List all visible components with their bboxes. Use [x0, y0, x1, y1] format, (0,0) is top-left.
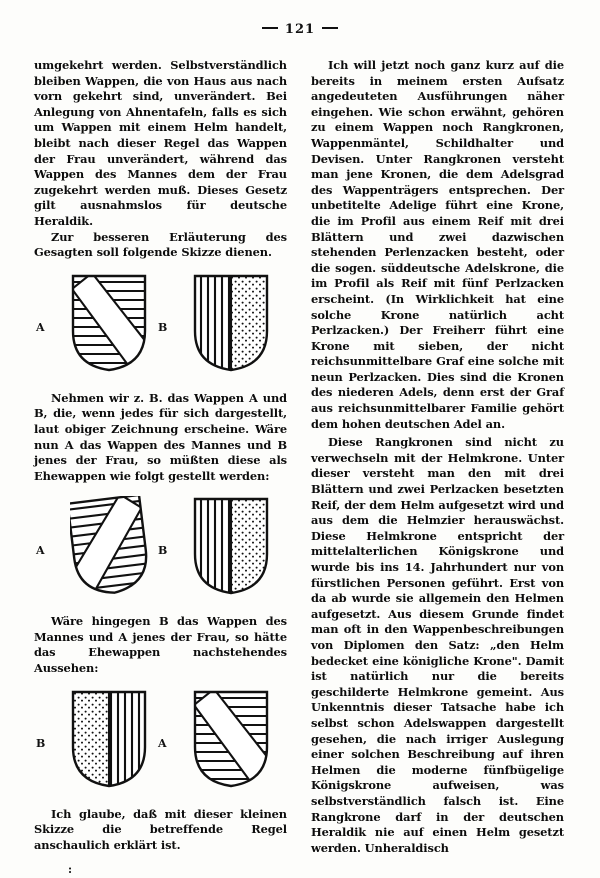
paragraph: Wäre hingegen B das Wappen des Mannes und A jenes der Frau, so hätte das Ehewappen nachstehendes Aussehen: — [34, 614, 287, 676]
shield-label-b: B — [36, 736, 46, 750]
page-folio — [0, 22, 600, 37]
folio-rule-left — [262, 27, 278, 29]
shield-label-b: B — [158, 320, 168, 334]
figure-shield-pair-2 — [34, 492, 287, 608]
shield-pale-stipple-vertical-icon — [70, 689, 148, 789]
figure-shield-pair-1 — [34, 269, 287, 385]
shield-a-upright — [48, 273, 156, 381]
shield-horizontal-hatch-bend-icon — [70, 273, 148, 373]
paragraph: Nehmen wir z. B. das Wappen A und B, die, wenn jedes für sich dargestellt, laut obiger Zeichnung erscheine. Wäre nun A das Wappen des Mannes und B jenes der Frau, so müßten diese als Ehewappen wie folgt gestellt werden: — [34, 390, 287, 483]
shield-b-upright — [170, 496, 278, 604]
paragraph: umgekehrt werden. Selbstverständlich bleiben Wappen, die von Haus aus nach vorn gekehrt sind, unverändert. Bei Anlegung von Ahnentafeln, falls es sich um Wappen mit einem Helm handelt, bleibt nach dieser Regel das Wappen der Frau unverändert, während das Wappen des Mannes dem der Frau zugekehrt werden muß. Dieses Gesetz gilt ausnahmslos für deutsche Heraldik. — [34, 58, 287, 228]
shield-a-courtesy-turned — [48, 496, 156, 604]
left-text-column — [34, 58, 287, 876]
paragraph: Ich glaube, daß mit dieser kleinen Skizze die betreffende Regel anschaulich erklärt ist. — [34, 806, 287, 852]
shield-b-courtesy-turned — [48, 689, 156, 797]
shield-b-upright — [170, 273, 278, 381]
shield-label-a: A — [36, 544, 45, 558]
figure-shield-pair-3 — [34, 685, 287, 801]
shield-horizontal-hatch-bend-icon — [192, 689, 270, 789]
shield-a-upright — [170, 689, 278, 797]
paragraph: Ich will jetzt noch ganz kurz auf die bereits in meinem ersten Aufsatz angedeuteten Ausführungen näher eingehen. Wie schon erwähnt, gehören zu einem Wappen noch Rangkronen, Wappenmäntel, Schildhalter und Devisen. Unter Rangkronen versteht man jene Kronen, die dem Adelsgrad des Wappenträgers entsprechen. Der unbetitelte Adelige führt eine Krone, die im Profil aus einem Reif mit drei Blättern und zwei dazwischen stehenden Perlenzacken besteht, oder die sogen. süddeutsche Adelskrone, die im Profil als Reif mit fünf Perlzacken erscheint. (In Wirklichkeit hat eine solche Krone natürlich acht Perlzacken.) Der Freiherr führt eine Krone mit sieben, der nicht reichsunmittelbare Graf eine solche mit neun Perlzacken. Dies sind die Kronen des niederen Adels, denn erst der Graf aus reichsunmittelbarer Familie gehört dem hohen deutschen Adel an. — [311, 58, 564, 431]
right-text-column — [311, 58, 564, 856]
shield-label-a: A — [158, 736, 167, 750]
tailpiece-mark: : — [68, 863, 73, 877]
paragraph: Diese Rangkronen sind nicht zu verwechseln mit der Helmkrone. Unter dieser versteht man den mit drei Blättern und zwei Perlzacken besetzten Reif, der dem Helm aufgesetzt wird und aus dem die Helmzier herauswächst. Diese Helmkrone entspricht der mittelalterlichen Königskrone und wurde bis ins 14. Jahrhundert nur von fürstlichen Personen geführt. Erst von da ab wurde sie allgemein den Helmen aufgesetzt. Aus diesem Grunde findet man oft in den Wappenbeschreibungen von Diplomen den Satz: „den Helm bedecket eine königliche Krone". Damit ist natürlich nur die bereits geschilderte Helmkrone gemeint. Aus Unkenntnis dieser Tatsache habe ich selbst schon Adelswappen dargestellt gesehen, die nach irriger Auslegung einer solchen Beschreibung auf ihren Helmen die moderne fünfbügelige Königskrone aufweisen, was selbstverständlich falsch ist. Eine Rangkrone darf in der deutschen Heraldik nie auf einen Helm gesetzt werden. Unheraldisch — [311, 435, 564, 855]
paragraph: Zur besseren Erläuterung des Gesagten soll folgende Skizze dienen. — [34, 229, 287, 260]
shield-pale-vertical-stipple-icon — [192, 496, 270, 596]
folio-rule-right — [322, 27, 338, 29]
shield-pale-vertical-stipple-icon — [192, 273, 270, 373]
shield-label-a: A — [36, 320, 45, 334]
folio-number: 121 — [284, 22, 316, 37]
shield-horizontal-hatch-bend-turned-icon — [70, 496, 148, 596]
shield-label-b: B — [158, 544, 168, 558]
